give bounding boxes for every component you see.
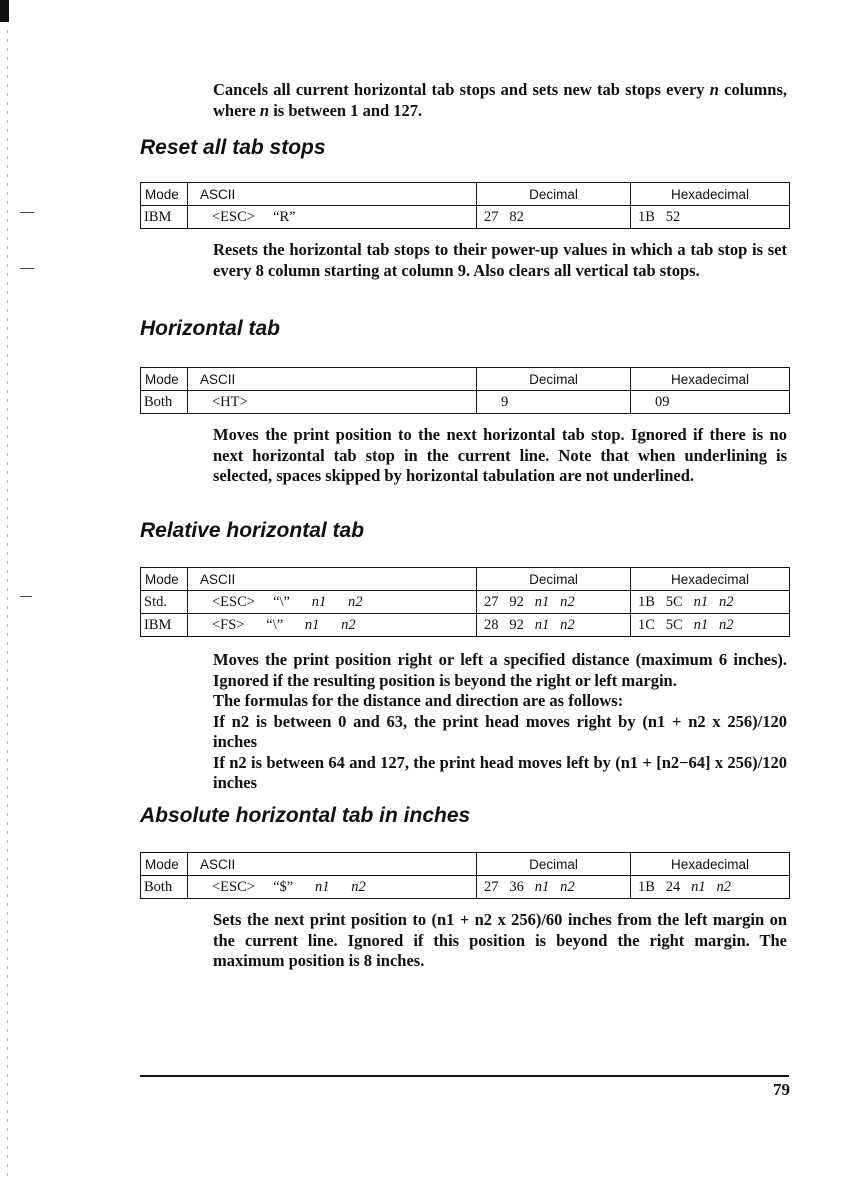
header-hex: Hexadecimal [631, 368, 790, 391]
table-row [141, 876, 790, 899]
absolute-tab-description: Sets the next print position to (n1 + n2 x 256)/60 inches from the left margin on the current line. Ignored if this position is beyond the right margin. The maximum position is 8 inches. [213, 910, 787, 970]
cell-mode: Both [141, 876, 188, 899]
cell-hex: 1B 5C n1 n2 [631, 591, 790, 614]
description-line: If n2 is between 64 and 127, the print head moves left by (n1 + [n2−64] x 256)/120 inches [213, 752, 787, 792]
header-mode: Mode [141, 853, 188, 876]
table-row [141, 591, 790, 614]
cell-mode: Both [141, 391, 188, 414]
section-title-reset-all-tab-stops: Reset all tab stops [140, 136, 326, 159]
section-title-absolute-horizontal-tab: Absolute horizontal tab in inches [140, 804, 471, 827]
header-ascii: ASCII [188, 853, 477, 876]
footer-rule [140, 1075, 789, 1077]
cell-mode: Std. [141, 591, 188, 614]
cell-ascii: <HT> [188, 391, 477, 414]
command-table-absolute-tab [140, 852, 790, 899]
gutter-tick [20, 212, 34, 213]
command-table-relative-tab [140, 567, 790, 637]
table-header-row [141, 568, 790, 591]
section-title-relative-horizontal-tab: Relative horizontal tab [140, 519, 365, 542]
table-row [141, 391, 790, 414]
gutter-tick [20, 268, 34, 269]
page-number: 79 [773, 1080, 790, 1099]
header-hex: Hexadecimal [631, 853, 790, 876]
table-header-row [141, 853, 790, 876]
cell-decimal: 28 92 n1 n2 [477, 614, 631, 637]
header-mode: Mode [141, 183, 188, 206]
description-line: Moves the print position right or left a specified distance (maximum 6 inches). Ignored if the resulting position is beyond the right or left margin. [213, 650, 787, 690]
cell-decimal: 27 36 n1 n2 [477, 876, 631, 899]
table-row [141, 206, 790, 229]
header-decimal: Decimal [477, 853, 631, 876]
cell-ascii: <ESC> “\” n1 n2 [188, 591, 477, 614]
cell-decimal: 9 [477, 391, 631, 414]
table-row [141, 614, 790, 637]
description-line: The formulas for the distance and direction are as follows: [213, 691, 624, 710]
table-header-row [141, 368, 790, 391]
header-mode: Mode [141, 568, 188, 591]
relative-tab-description [213, 650, 787, 794]
header-decimal: Decimal [477, 568, 631, 591]
table-header-row [141, 183, 790, 206]
cell-mode: IBM [141, 614, 188, 637]
horizontal-tab-description: Moves the print position to the next horizontal tab stop. Ignored if there is no next horizontal tab stop in the current line. Note that when underlining is selected, spaces skipped by horizontal tabulation are not underlined. [213, 425, 787, 485]
cell-mode: IBM [141, 206, 188, 229]
intro-paragraph: Cancels all current horizontal tab stops and sets new tab stops every n columns, where n is between 1 and 127. [213, 80, 787, 120]
header-hex: Hexadecimal [631, 568, 790, 591]
header-mode: Mode [141, 368, 188, 391]
command-table-reset [140, 182, 790, 229]
cell-ascii: <FS> “\” n1 n2 [188, 614, 477, 637]
section-title-horizontal-tab: Horizontal tab [140, 317, 280, 340]
header-ascii: ASCII [188, 183, 477, 206]
header-ascii: ASCII [188, 568, 477, 591]
binding-mark [0, 0, 9, 22]
cell-hex: 09 [631, 391, 790, 414]
cell-hex: 1B 52 [631, 206, 790, 229]
cell-decimal: 27 92 n1 n2 [477, 591, 631, 614]
header-decimal: Decimal [477, 183, 631, 206]
command-table-horizontal-tab [140, 367, 790, 414]
binding-edge [7, 30, 8, 1180]
cell-ascii: <ESC> “$” n1 n2 [188, 876, 477, 899]
cell-ascii: <ESC> “R” [188, 206, 477, 229]
cell-hex: 1B 24 n1 n2 [631, 876, 790, 899]
header-decimal: Decimal [477, 368, 631, 391]
cell-hex: 1C 5C n1 n2 [631, 614, 790, 637]
cell-decimal: 27 82 [477, 206, 631, 229]
header-hex: Hexadecimal [631, 183, 790, 206]
gutter-tick [20, 596, 32, 597]
header-ascii: ASCII [188, 368, 477, 391]
reset-description: Resets the horizontal tab stops to their power-up values in which a tab stop is set every 8 column starting at column 9. Also clears all vertical tab stops. [213, 240, 787, 280]
description-line: If n2 is between 0 and 63, the print head moves right by (n1 + n2 x 256)/120 inches [213, 711, 787, 751]
